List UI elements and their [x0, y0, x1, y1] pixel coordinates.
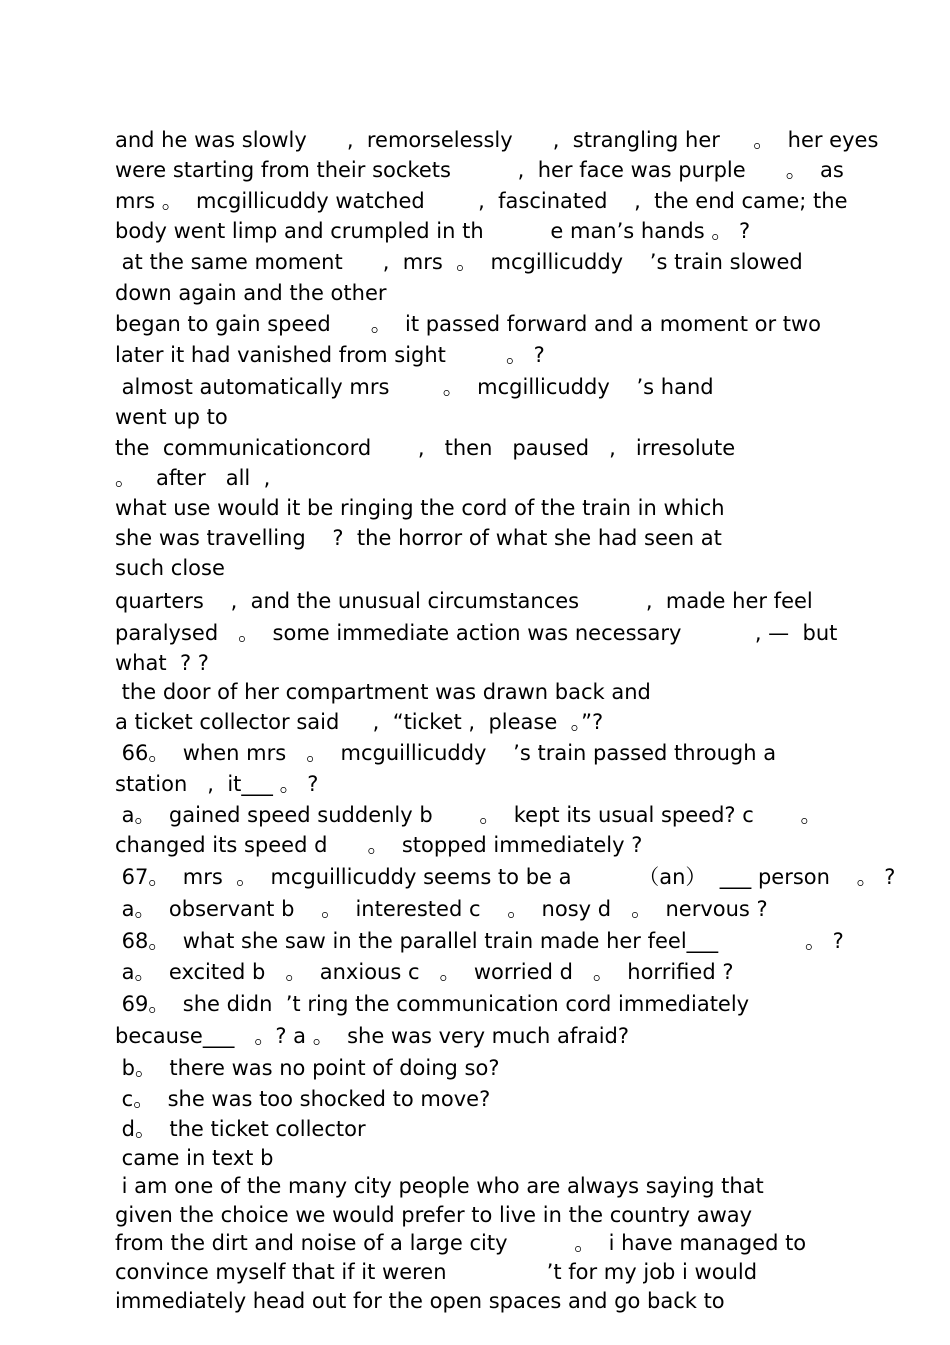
text-line: quarters , and the unusual circumstances , made her feel [115, 589, 813, 613]
text-line: what use would it be ringing the cord of the train in which [115, 496, 725, 520]
text-line: 68。 what she saw in the parallel train made her feel___ 。 ? [115, 929, 844, 953]
text-line: 66。 when mrs 。 mcguillicuddy ’s train passed through a [115, 741, 777, 765]
text-line: she was travelling ? the horror of what she had seen at [115, 526, 722, 550]
text-line: given the choice we would prefer to live in the country away [115, 1203, 753, 1227]
text-line: went up to [115, 405, 228, 429]
text-line: body went limp and crumpled in th e man’s hands 。 ? [115, 219, 751, 243]
text-line: mrs 。 mcgillicuddy watched , fascinated , the end came; the [115, 189, 848, 213]
text-line: later it had vanished from sight 。 ? [115, 343, 545, 367]
text-line: began to gain speed 。 it passed forward and a moment or two [115, 312, 822, 336]
text-line: i am one of the many city people who are always saying that [115, 1174, 764, 1198]
text-line: the communicationcord , then paused , irresolute [115, 436, 736, 460]
text-line: a。 gained speed suddenly b 。 kept its usual speed? c 。 [115, 803, 822, 827]
text-line: 。 after all , [115, 466, 271, 490]
text-line: from the dirt and noise of a large city 。 i have managed to [115, 1231, 807, 1255]
text-line: 67。 mrs 。 mcguillicuddy seems to be a （an） ___ person 。 ? [115, 865, 896, 889]
text-line: a。 observant b 。 interested c 。 nosy d 。 nervous ? [115, 897, 768, 921]
text-line: were starting from their sockets , her face was purple 。 as [115, 158, 844, 182]
text-line: station , it___ 。 ? [115, 772, 319, 796]
text-line: what ? ? [115, 651, 209, 675]
text-line: changed its speed d 。 stopped immediately ? [115, 833, 643, 857]
text-line: because___ 。? a 。 she was very much afraid? [115, 1024, 630, 1048]
text-line: and he was slowly , remorselessly , strangling her 。 her eyes [115, 128, 879, 152]
text-line: convince myself that if it weren ’t for my job i would [115, 1260, 758, 1284]
text-line: c。 she was too shocked to move? [115, 1087, 491, 1111]
text-line: such close [115, 556, 225, 580]
text-line: 69。 she didn ’t ring the communication cord immediately [115, 992, 750, 1016]
text-line: down again and the other [115, 281, 387, 305]
text-line: came in text b [115, 1146, 274, 1170]
text-line: a ticket collector said , “ticket , please 。”? [115, 710, 604, 734]
text-line: the door of her compartment was drawn back and [115, 680, 651, 704]
text-line: a。 excited b 。 anxious c 。 worried d 。 horrified ? [115, 960, 734, 984]
text-line: almost automatically mrs 。 mcgillicuddy ’s hand [115, 375, 714, 399]
text-line: at the same moment , mrs 。 mcgillicuddy ’s train slowed [115, 250, 803, 274]
text-line: b。 there was no point of doing so? [115, 1056, 500, 1080]
text-line: immediately head out for the open spaces and go back to [115, 1289, 725, 1313]
text-line: d。 the ticket collector [115, 1117, 366, 1141]
text-line: paralysed 。 some immediate action was necessary , — but [115, 621, 838, 645]
